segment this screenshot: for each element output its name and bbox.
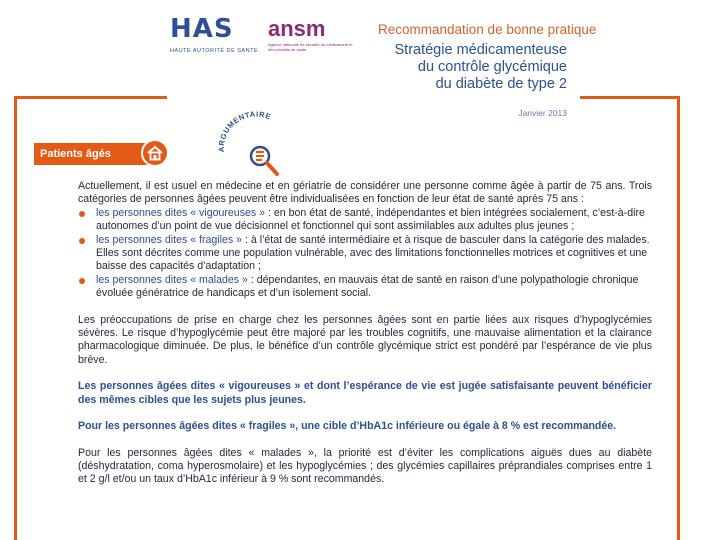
has-logo-mark: HAS	[170, 14, 234, 44]
frame-border-top-right	[580, 96, 680, 99]
frame-border-right	[677, 96, 680, 540]
publication-date: Janvier 2013	[518, 108, 567, 118]
has-logo	[170, 16, 260, 56]
list-item	[78, 234, 652, 274]
frame-border-top	[14, 96, 167, 99]
category-list	[78, 207, 652, 301]
frame-border-left	[14, 96, 17, 540]
ansm-logo-mark: ansm	[268, 16, 326, 41]
spacer	[78, 407, 652, 420]
list-item	[78, 274, 652, 301]
bullet-icon	[79, 278, 85, 284]
argumentaire-label: ARGUMENTAIRE	[216, 109, 273, 153]
subtitle-line: du diabète de type 2	[435, 76, 567, 92]
recommendation-fragile: Pour les personnes âgées dites « fragiles », une cible d’HbA1c inférieure ou égale à 8 % est recommandée.	[78, 420, 617, 433]
intro-paragraph: Actuellement, il est usuel en médecine et en gériatrie de considérer une personne comme âgée à partir de 75 ans. Trois catégories de personnes âgées peuvent être individualisées en fonction de leur état de santé après 75 ans :	[78, 180, 652, 206]
risk-paragraph: Les préoccupations de prise en charge chez les personnes âgées sont en partie liées aux risques d’hypoglycémies sévères. Le risque d’hypoglycémie peut être majoré par les troubles cognitifs, une mauvaise alimentation et la clairance pharmacologique diminuée. De plus, le bénéfice d’un contrôle glycémique strict est pondéré par l’espérance de vie plus brève.	[78, 313, 652, 366]
list-item	[78, 207, 652, 234]
category-text: : en bon état de santé, indépendantes et bien intégrées socialement, c’est-à-dire autonomes d’un point de vue décisionnel et fonctionnel qui sont assimilables aux adultes plus jeunes ;	[96, 206, 645, 233]
subtitle-line: Stratégie médicamenteuse	[394, 42, 567, 58]
spacer	[78, 367, 652, 380]
spacer	[78, 301, 652, 314]
magnifier-icon	[251, 147, 277, 174]
argumentaire-badge	[210, 108, 300, 188]
bullet-icon	[79, 238, 85, 244]
has-logo-subtitle: HAUTE AUTORITÉ DE SANTÉ	[170, 48, 259, 54]
category-text: : dépendantes, en mauvais état de santé en raison d’une polypathologie chronique évoluée génératrice de handicaps et d’un isolement social.	[96, 273, 639, 300]
subtitle-line: du contrôle glycémique	[417, 59, 567, 75]
ansm-logo-tagline: Agence nationale de sécurité du médicament et des produits de santé	[268, 42, 353, 52]
category-label: les personnes dites « fragiles »	[96, 233, 243, 246]
house-icon	[141, 139, 169, 167]
document-body	[78, 180, 652, 487]
bullet-icon	[79, 211, 85, 217]
svg-text:ARGUMENTAIRE	[217, 110, 273, 153]
sick-paragraph: Pour les personnes âgées dites « malades », la priorité est d’éviter les complications aiguës dues au diabète (déshydratation, coma hyperosmolaire) et les hypoglycémies ; des glycémies capillaires préprandiales comprises entre 1 et 2 g/l et/ou un taux d’HbA1c inférieur à 9 % sont recommandés.	[78, 446, 652, 486]
recommendation-subtitle	[395, 42, 568, 93]
category-label: les personnes dites « vigoureuses »	[96, 206, 266, 219]
category-label: les personnes dites « malades »	[96, 273, 248, 286]
recommendation-vigorous: Les personnes âgées dites « vigoureuses » et dont l’espérance de vie est jugée satisfaisante peuvent bénéficier des mêmes cibles que les sujets plus jeunes.	[78, 380, 652, 406]
recommendation-title: Recommandation de bonne pratique	[378, 22, 597, 37]
section-tab-label: Patients âgés	[40, 148, 111, 160]
category-text: : à l’état de santé intermédiaire et à risque de basculer dans la catégorie des malades. Elles sont décrites comme une population vulnérable, avec des limitations fonctionnelles motrices et cognitives et une baisse des capacités d’adaptation ;	[96, 233, 650, 273]
ansm-logo	[268, 18, 358, 54]
spacer	[78, 434, 652, 447]
